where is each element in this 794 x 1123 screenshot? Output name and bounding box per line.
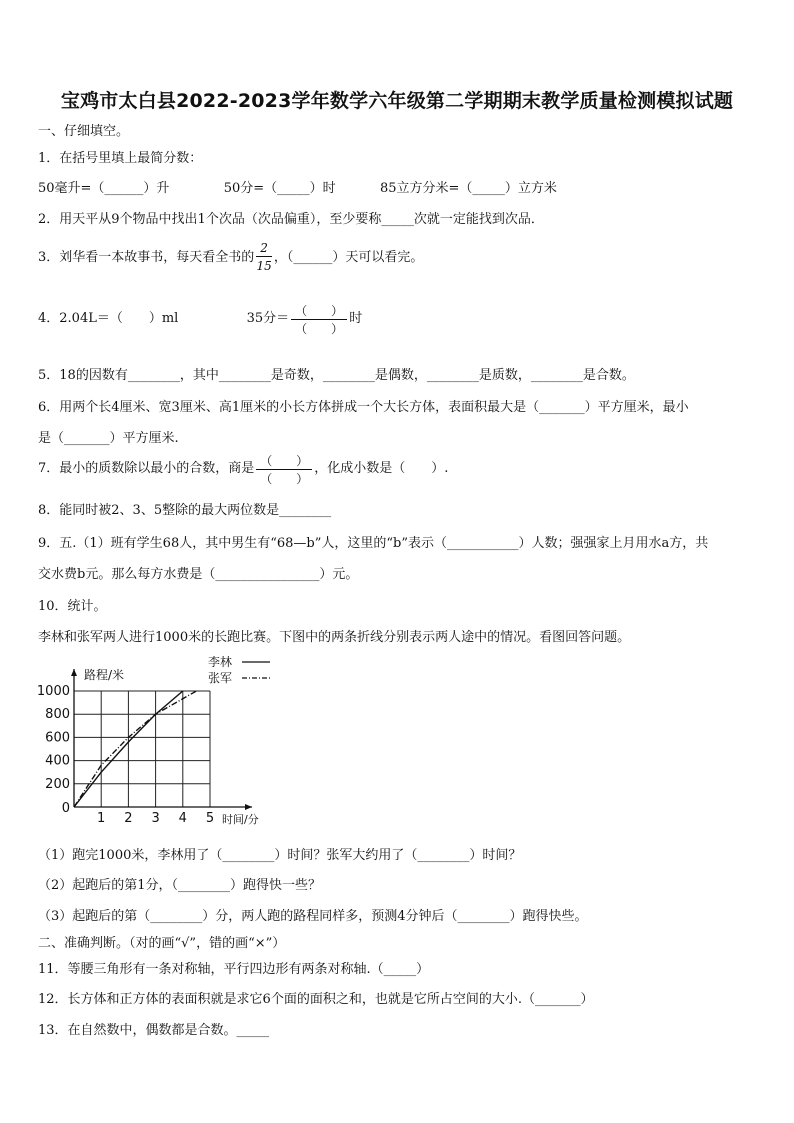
q7-text-after: ，化成小数是（ ）.: [314, 461, 449, 476]
y-tick-label: 200: [45, 776, 70, 792]
question-9-line-2: 交水费b元。那么每方水费是（________________）元。: [38, 567, 359, 582]
question-12: 12．长方体和正方体的表面积就是求它6个面的面积之和，也就是它所占空间的大小.（_______）: [38, 992, 594, 1007]
y-tick-label: 400: [45, 753, 70, 769]
section-heading-1: 一、仔细填空。: [38, 124, 130, 139]
y-tick-label: 1000: [36, 684, 70, 699]
q1-part-a: 50毫升=（______）升: [38, 181, 170, 196]
y-axis-arrow: [71, 669, 77, 676]
x-axis-arrow: [245, 804, 252, 810]
q4-denominator: （ ）: [295, 322, 344, 336]
q3-denominator: 15: [256, 259, 272, 273]
q3-text-after: ，（______）天可以看完。: [273, 250, 424, 265]
question-8: 8．能同时被2、3、5整除的最大两位数是________: [38, 503, 332, 518]
q7-numerator: （ ）: [256, 455, 312, 470]
question-10-sub-1: （1）跑完1000米，李林用了（________）时间？张军大约用了（________）时间？: [38, 848, 522, 863]
q3-text-before: 3．刘华看一本故事书，每天看全书的: [38, 250, 255, 265]
x-tick-label: 1: [97, 811, 106, 826]
x-axis-title: 时间/分: [222, 813, 259, 826]
section-heading-2: 二、准确判断。（对的画“√”，错的画“×”）: [38, 936, 286, 951]
page-title: 宝鸡市太白县2022-2023学年数学六年级第二学期期末教学质量检测模拟试题: [60, 90, 734, 112]
question-9-line-1: 9．五.（1）班有学生68人，其中男生有“68—b”人，这里的“b”表示（___________）人数；强强家上月用水a方，共: [38, 536, 709, 551]
question-6-line-2: 是（_______）平方厘米.: [38, 431, 179, 446]
x-tick-label: 4: [178, 811, 187, 826]
question-4: [38, 305, 362, 335]
x-tick-label: 5: [205, 811, 215, 826]
question-10-sub-2: （2）起跑后的第1分，（________）跑得快一些？: [38, 878, 322, 893]
q4-numerator: （ ）: [291, 305, 347, 320]
series-line-2: [74, 691, 196, 807]
question-5: 5．18的因数有________，其中________是奇数，________是偶数，________是质数，________是合数。: [38, 368, 635, 383]
origin-label: 0: [61, 801, 70, 816]
question-3: [38, 242, 423, 272]
legend-label-1: 李林: [208, 655, 233, 669]
q3-fraction: [256, 242, 272, 272]
q4-part-b-after: 时: [349, 311, 363, 326]
question-10-sub-3: （3）起跑后的第（________）分，两人跑的路程同样多，预测4分钟后（________）跑得快些。: [38, 909, 588, 924]
question-6-line-1: 6．用两个长4厘米、宽3厘米、高1厘米的小长方体拼成一个大长方体，表面积最大是（_______）平方厘米，最小: [38, 400, 689, 415]
question-13: 13．在自然数中，偶数都是合数。_____: [38, 1023, 270, 1038]
question-2: 2．用天平从9个物品中找出1个次品（次品偏重），至少要称_____次就一定能找到次品．: [38, 212, 544, 227]
question-1-answers: [38, 177, 557, 196]
q4-fraction: [291, 305, 347, 335]
x-tick-label: 3: [151, 811, 160, 826]
x-tick-label: 2: [124, 811, 133, 826]
y-axis-title: 路程/米: [84, 668, 125, 682]
q1-part-c: 85立方分米=（_____）立方米: [379, 181, 557, 196]
q7-denominator: （ ）: [260, 472, 309, 486]
q1-part-b: 50分=（_____）时: [223, 181, 336, 196]
question-10-description: 李林和张军两人进行1000米的长跑比赛。下图中的两条折线分别表示两人途中的情况。看图回答问题。: [38, 630, 631, 645]
question-7: [38, 455, 448, 485]
y-tick-label: 800: [45, 707, 70, 723]
legend-label-2: 张军: [208, 671, 233, 685]
y-tick-label: 600: [45, 730, 70, 746]
question-10-stem: 10．统计。: [38, 599, 107, 614]
race-line-chart: [30, 650, 290, 830]
question-1-stem: 1．在括号里填上最简分数：: [38, 151, 203, 166]
q7-text-before: 7．最小的质数除以最小的合数，商是: [38, 461, 255, 476]
question-11: 11．等腰三角形有一条对称轴，平行四边形有两条对称轴.（_____）: [38, 962, 430, 977]
q4-part-a: 4．2.04L＝（ ）ml: [38, 311, 179, 326]
q4-part-b-before: 35分＝: [246, 311, 290, 326]
q3-numerator: 2: [256, 242, 272, 257]
q7-fraction: [256, 455, 312, 485]
